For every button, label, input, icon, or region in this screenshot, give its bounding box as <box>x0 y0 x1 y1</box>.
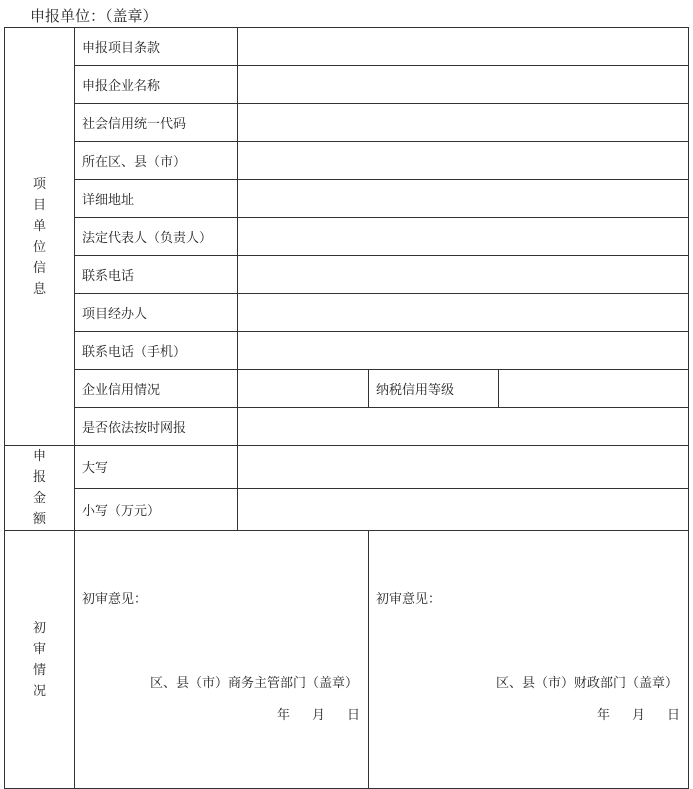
field-amount-lower[interactable] <box>238 488 689 531</box>
review-left-cell[interactable] <box>75 531 369 789</box>
row-item-clause <box>5 28 689 66</box>
row-credit-code <box>5 104 689 142</box>
review-right-dept: 区、县（市）财政部门（盖章） <box>496 676 679 691</box>
label-credit-status: 企业信用情况 <box>75 370 238 408</box>
label-mobile: 联系电话（手机） <box>75 332 238 370</box>
label-address: 详细地址 <box>75 180 238 218</box>
row-review <box>5 531 689 789</box>
review-left-date <box>255 704 360 723</box>
review-right-cell[interactable] <box>369 531 689 789</box>
date-day: 日 <box>667 708 681 723</box>
label-amount-lower: 小写（万元） <box>75 488 238 531</box>
row-legal-rep <box>5 218 689 256</box>
review-right-date <box>575 704 680 723</box>
review-left-title: 初审意见： <box>82 592 148 607</box>
row-amount-upper <box>5 446 689 489</box>
header-seal: （盖章） <box>105 7 158 25</box>
date-day: 日 <box>346 708 360 723</box>
label-item-clause: 申报项目条款 <box>75 28 238 66</box>
field-online-report[interactable] <box>238 408 689 446</box>
review-left-dept: 区、县（市）商务主管部门（盖章） <box>149 676 358 691</box>
group-project-unit: 项目单位信息 <box>5 28 75 446</box>
field-credit-code[interactable] <box>238 104 689 142</box>
label-amount-upper: 大写 <box>75 446 238 489</box>
field-address[interactable] <box>238 180 689 218</box>
row-amount-lower <box>5 488 689 531</box>
label-handler: 项目经办人 <box>75 294 238 332</box>
field-handler[interactable] <box>238 294 689 332</box>
row-district <box>5 142 689 180</box>
label-district: 所在区、县（市） <box>75 142 238 180</box>
field-phone[interactable] <box>238 256 689 294</box>
row-handler <box>5 294 689 332</box>
form-header <box>30 5 158 26</box>
field-legal-rep[interactable] <box>238 218 689 256</box>
row-company-name <box>5 66 689 104</box>
label-credit-code: 社会信用统一代码 <box>75 104 238 142</box>
review-right-title: 初审意见： <box>376 592 442 607</box>
field-mobile[interactable] <box>238 332 689 370</box>
label-company-name: 申报企业名称 <box>75 66 238 104</box>
header-label: 申报单位： <box>30 7 106 25</box>
label-phone: 联系电话 <box>75 256 238 294</box>
date-year: 年 <box>276 708 290 723</box>
field-credit-status[interactable] <box>238 370 369 408</box>
row-phone <box>5 256 689 294</box>
group-amount: 申报金额 <box>5 446 75 531</box>
date-year: 年 <box>596 708 610 723</box>
row-credit-status <box>5 370 689 408</box>
date-month: 月 <box>631 708 645 723</box>
row-mobile <box>5 332 689 370</box>
row-address <box>5 180 689 218</box>
row-online-report <box>5 408 689 446</box>
field-district[interactable] <box>238 142 689 180</box>
application-form-table <box>4 27 689 789</box>
field-tax-grade[interactable] <box>499 370 689 408</box>
field-amount-upper[interactable] <box>238 446 689 489</box>
label-legal-rep: 法定代表人（负责人） <box>75 218 238 256</box>
group-review: 初审情况 <box>5 531 75 789</box>
label-online-report: 是否依法按时网报 <box>75 408 238 446</box>
label-tax-grade: 纳税信用等级 <box>369 370 499 408</box>
field-company-name[interactable] <box>238 66 689 104</box>
date-month: 月 <box>311 708 325 723</box>
field-item-clause[interactable] <box>238 28 689 66</box>
